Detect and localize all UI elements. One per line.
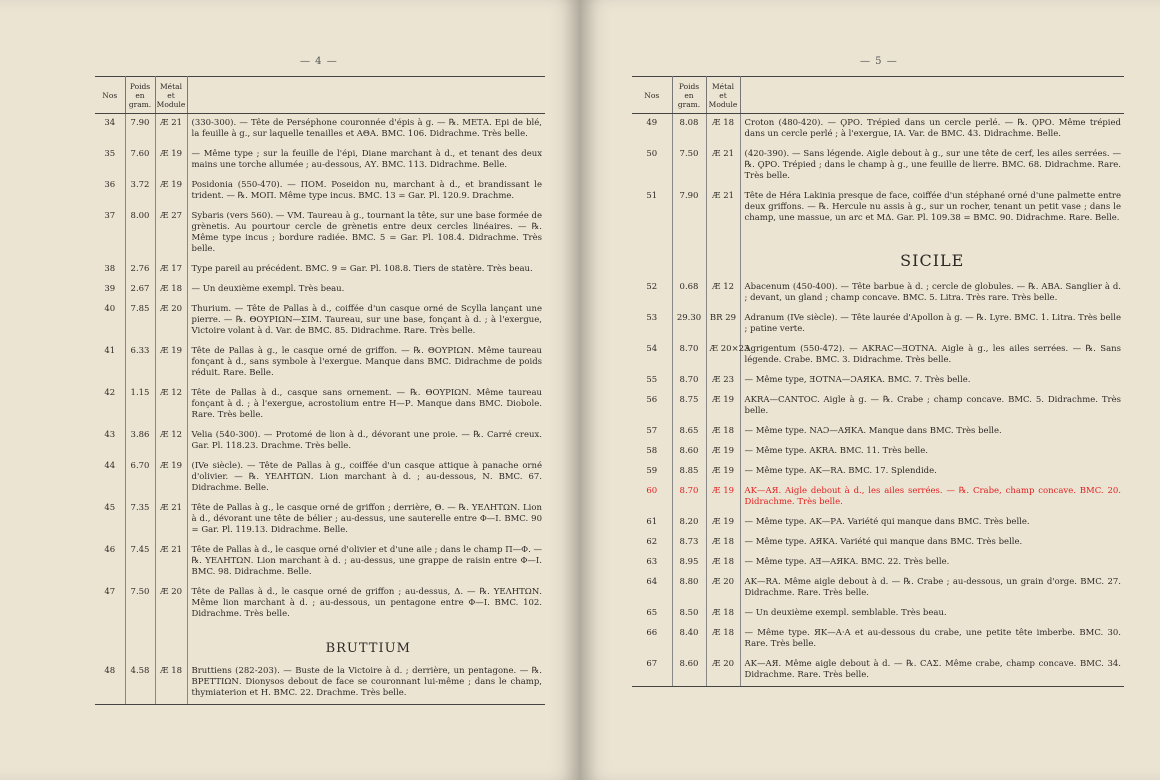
table-row — [632, 309, 1124, 340]
table-row — [632, 187, 1124, 229]
item-number: 36 — [95, 176, 125, 207]
item-number: 55 — [632, 371, 672, 391]
item-number: 64 — [632, 573, 672, 604]
item-number: 47 — [95, 583, 125, 625]
item-description: Thurium. — Tête de Pallas à d., coiffée d'un casque orné de Scylla lançant une pierre. — ℞. ΘΟΥΡΙΩΝ—ΣΙΜ. Taureau, sur une base, fonçant à d. ; à l'exergue, Victoire volant à d. Var. de BMC. 85. Didrachme. Rare. Très belle. — [191, 304, 542, 336]
item-weight: 8.20 — [672, 513, 706, 533]
item-description: Croton (480-420). — ϘΡΟ. Trépied dans un cercle perlé. — ℞. ϘΡΟ. Même trépied dans un cercle perlé ; à l'exergue, ΙΑ. Var. de BMC. 43. Didrachme. Belle. — [744, 118, 1121, 139]
section-heading: BRUTTIUM — [325, 641, 411, 656]
empty-cell — [125, 625, 155, 662]
item-metal-module: Æ 18 — [706, 604, 740, 624]
item-description: (330-300). — Tête de Perséphone couronnée d'épis à g. — ℞. ΜΕΤΑ. Epi de blé, la feuille à g., sur laquelle tenailles et ΑΘΑ. BMC. 106. Didrachme. Très belle. — [191, 118, 542, 139]
item-number: 59 — [632, 462, 672, 482]
item-description: — Même type ; sur la feuille de l'épi, Diane marchant à d., et tenant des deux mains une torche allumée ; au-dessous, ΑΥ. BMC. 113. Didrachme. Belle. — [191, 149, 542, 170]
item-metal-module: Æ 18 — [155, 662, 187, 705]
item-number: 40 — [95, 300, 125, 342]
table-row — [632, 513, 1124, 533]
item-weight: 7.60 — [125, 145, 155, 176]
table-row — [632, 371, 1124, 391]
item-number: 56 — [632, 391, 672, 422]
table-row — [632, 553, 1124, 573]
column-header — [740, 77, 1124, 114]
table-body — [632, 114, 1124, 687]
item-metal-module: Æ 12 — [155, 384, 187, 426]
item-metal-module: Æ 21 — [706, 187, 740, 229]
item-description: Type pareil au précédent. BMC. 9 = Gar. Pl. 108.8. Tiers de statère. Très beau. — [191, 264, 533, 274]
item-weight: 2.67 — [125, 280, 155, 300]
item-metal-module: Æ 12 — [706, 278, 740, 309]
item-number: 37 — [95, 207, 125, 260]
empty-cell — [155, 625, 187, 662]
table-row — [95, 114, 545, 146]
item-description: — Un deuxième exempl. Très beau. — [191, 284, 345, 294]
item-weight: 8.60 — [672, 655, 706, 687]
item-number: 52 — [632, 278, 672, 309]
item-metal-module: Æ 19 — [706, 442, 740, 462]
item-metal-module: BR 29 — [706, 309, 740, 340]
table-row — [95, 280, 545, 300]
item-number: 60 — [632, 482, 672, 513]
table-row — [95, 384, 545, 426]
section-heading-row — [95, 625, 545, 662]
item-description: ΑΚ—ΑЯ. Même aigle debout à d. — ℞. CΑΣ. Même crabe, champ concave. BMC. 34. Didrachme. Rare. Très belle. — [740, 655, 1124, 687]
right-page — [580, 0, 1160, 780]
table-row — [95, 300, 545, 342]
item-number: 48 — [95, 662, 125, 705]
item-number: 53 — [632, 309, 672, 340]
item-number: 42 — [95, 384, 125, 426]
item-weight: 8.95 — [672, 553, 706, 573]
item-metal-module: Æ 18 — [706, 624, 740, 655]
item-description: — Même type. ΝΑƆ—ΑЯΚΑ. Manque dans BMC. Très belle. — [744, 426, 1002, 436]
item-metal-module: Æ 18 — [155, 280, 187, 300]
column-header — [187, 77, 545, 114]
item-metal-module: Æ 21 — [155, 499, 187, 541]
item-metal-module: Æ 18 — [706, 533, 740, 553]
item-metal-module: Æ 20 — [155, 300, 187, 342]
item-number: 46 — [95, 541, 125, 583]
page-number: — 5 — — [860, 56, 898, 67]
item-description: ΑΚRΑ—CΑΝΤΟC. Aigle à g. — ℞. Crabe ; champ concave. BMC. 5. Didrachme. Très belle. — [744, 395, 1121, 416]
item-description: Tête de Pallas à d., casque sans ornement. — ℞. ΘΟΥΡΙΩΝ. Même taureau fonçant à d. ; à l'exergue, acrostolium entre Η—Ρ. Manque dans BMC. Diobole. Rare. Très belle. — [191, 388, 542, 420]
item-metal-module: Æ 23 — [706, 371, 740, 391]
item-weight: 29.30 — [672, 309, 706, 340]
item-description: Tête de Pallas à g., le casque orné de griffon ; derrière, Θ. — ℞. ΥΕΛΗΤΩΝ. Lion à d., dévorant une tête de bélier ; au-dessus, une sauterelle entre Φ—Ι. BMC. 90 = Gar. Pl. 119.13. Didrachme. Belle. — [191, 503, 542, 535]
item-weight: 4.58 — [125, 662, 155, 705]
table-row — [632, 278, 1124, 309]
item-weight: 7.50 — [672, 145, 706, 187]
item-number: 45 — [95, 499, 125, 541]
item-metal-module: Æ 19 — [706, 391, 740, 422]
item-number: 62 — [632, 533, 672, 553]
item-metal-module: Æ 18 — [706, 422, 740, 442]
item-metal-module: Æ 18 — [706, 553, 740, 573]
item-number: 51 — [632, 187, 672, 229]
item-description: — Même type. ΑЯΚΑ. Variété qui manque dans BMC. Très belle. — [744, 537, 1023, 547]
table-row — [632, 655, 1124, 687]
table-row — [632, 533, 1124, 553]
item-weight: 8.73 — [672, 533, 706, 553]
catalogue-table — [95, 76, 545, 705]
item-weight: 3.72 — [125, 176, 155, 207]
item-description: — Même type. ΑƎ—ΑЯΚΑ. BMC. 22. Très belle. — [744, 557, 950, 567]
item-weight: 8.00 — [125, 207, 155, 260]
item-weight: 8.70 — [672, 482, 706, 513]
item-metal-module: Æ 20 — [155, 583, 187, 625]
item-weight: 0.68 — [672, 278, 706, 309]
empty-cell — [632, 229, 672, 278]
item-metal-module: Æ 21 — [155, 541, 187, 583]
item-weight: 3.86 — [125, 426, 155, 457]
item-metal-module: Æ 19 — [155, 176, 187, 207]
item-description: Bruttiens (282-203). — Buste de la Victoire à d. ; derrière, un pentagone. — ℞. ΒΡΕΤΤΙΩΝ. Dionysos debout de face se couronnant lui-même ; dans le champ, thymiaterion et Η. BMC. 22. Drachme. Très belle. — [187, 662, 545, 705]
item-number: 38 — [95, 260, 125, 280]
item-metal-module: Æ 19 — [155, 457, 187, 499]
section-heading-row — [632, 229, 1124, 278]
item-number: 39 — [95, 280, 125, 300]
table-row — [632, 573, 1124, 604]
table-row — [632, 482, 1124, 513]
item-number: 35 — [95, 145, 125, 176]
item-weight: 7.35 — [125, 499, 155, 541]
item-number: 34 — [95, 114, 125, 146]
item-description: — Un deuxième exempl. semblable. Très beau. — [744, 608, 947, 618]
table-row — [95, 662, 545, 705]
table-row — [632, 114, 1124, 146]
empty-cell — [706, 229, 740, 278]
item-metal-module: Æ 18 — [706, 114, 740, 146]
table-row — [95, 260, 545, 280]
item-weight: 8.80 — [672, 573, 706, 604]
item-weight: 6.33 — [125, 342, 155, 384]
item-weight: 1.15 — [125, 384, 155, 426]
item-number: 63 — [632, 553, 672, 573]
table-row — [632, 391, 1124, 422]
table-header — [632, 77, 1124, 114]
item-description: Tête de Héra Lakinia presque de face, coiffée d'un stéphané orné d'une palmette entre deux griffons. — ℞. Hercule nu assis à g., sur un rocher, tenant un petit vase ; dans le champ, une massue, un arc et ΜΔ. Gar. Pl. 109.38 = BMC. 90. Didrachme. Rare. Belle. — [744, 191, 1121, 223]
item-number: 65 — [632, 604, 672, 624]
item-weight: 8.60 — [672, 442, 706, 462]
item-weight: 7.45 — [125, 541, 155, 583]
item-metal-module: Æ 12 — [155, 426, 187, 457]
item-description: — Même type. ΑΚRΑ. BMC. 11. Très belle. — [744, 446, 928, 456]
table-row — [632, 145, 1124, 187]
item-number: 67 — [632, 655, 672, 687]
item-metal-module: Æ 19 — [155, 145, 187, 176]
table-row — [95, 426, 545, 457]
column-header: Métal et Module — [155, 77, 187, 114]
item-weight: 8.75 — [672, 391, 706, 422]
item-metal-module: Æ 20 — [706, 573, 740, 604]
item-description: ΑΚ—RΑ. Même aigle debout à d. — ℞. Crabe ; au-dessous, un grain d'orge. BMC. 27. Didrachme. Rare. Très belle. — [744, 577, 1121, 598]
table-row — [632, 604, 1124, 624]
item-number: 66 — [632, 624, 672, 655]
item-description: Abacenum (450-400). — Tête barbue à d. ; cercle de globules. — ℞. ΑΒΑ. Sanglier à d. ; devant, un gland ; champ concave. BMC. 5. Litra. Très rare. Très belle. — [744, 282, 1121, 303]
table-row — [95, 541, 545, 583]
item-description: Adranum (IVe siècle). — Tête laurée d'Apollon à g. — ℞. Lyre. BMC. 1. Litra. Très belle ; patine verte. — [744, 313, 1121, 334]
item-weight: 2.76 — [125, 260, 155, 280]
item-metal-module: Æ 20 — [706, 655, 740, 687]
catalogue-table — [632, 76, 1124, 687]
item-description: ΑΚ—ΑЯ. Aigle debout à d., les ailes serrées. — ℞. Crabe, champ concave. BMC. 20. Didrachme. Très belle. — [744, 486, 1121, 507]
item-description: Sybaris (vers 560). — VΜ. Taureau à g., tournant la tête, sur une base formée de grènetis. Au pourtour cercle de grènetis entre deux cercles linéaires. — ℞. Même type incus ; bordure radiée. BMC. 5 = Gar. Pl. 108.4. Didrachme. Très belle. — [191, 211, 542, 254]
item-metal-module: Æ 27 — [155, 207, 187, 260]
item-metal-module: Æ 20×23 — [706, 340, 740, 371]
item-number: 50 — [632, 145, 672, 187]
item-metal-module: Æ 19 — [706, 482, 740, 513]
column-header: Métal et Module — [706, 77, 740, 114]
table-row — [632, 462, 1124, 482]
column-header: Nos — [632, 77, 672, 114]
column-header: Nos — [95, 77, 125, 114]
item-description: (IVe siècle). — Tête de Pallas à g., coiffée d'un casque attique à panache orné d'olivier. — ℞. ΥΕΛΗΤΩΝ. Lion marchant à d. ; au-dessous, Ν. BMC. 67. Didrachme. Belle. — [191, 461, 542, 493]
item-weight: 8.08 — [672, 114, 706, 146]
table-header — [95, 77, 545, 114]
item-weight: 8.50 — [672, 604, 706, 624]
table-row — [95, 145, 545, 176]
table-row — [632, 442, 1124, 462]
table-row — [95, 457, 545, 499]
item-description: Tête de Pallas à d., le casque orné d'olivier et d'une aile ; dans le champ Π—Φ. — ℞. ΥΕΛΗΤΩΝ. Lion marchant à d. ; au-dessus, une grappe de raisin entre Φ—Ι. BMC. 98. Didrachme. Belle. — [191, 545, 542, 577]
item-weight: 8.70 — [672, 371, 706, 391]
item-number: 44 — [95, 457, 125, 499]
item-metal-module: Æ 19 — [155, 342, 187, 384]
table-row — [95, 207, 545, 260]
item-description: Tête de Pallas à g., le casque orné de griffon. — ℞. ΘΟΥΡΙΩΝ. Même taureau fonçant à d., sans symbole à l'exergue. Manque dans BMC. Didrachme de poids réduit. Rare. Belle. — [191, 346, 542, 378]
table-row — [95, 176, 545, 207]
table-row — [95, 499, 545, 541]
item-number: 57 — [632, 422, 672, 442]
item-number: 49 — [632, 114, 672, 146]
table-row — [632, 624, 1124, 655]
item-description: (420-390). — Sans légende. Aigle debout à g., sur une tête de cerf, les ailes serrées. — ℞. ϘΡΟ. Trépied ; dans le champ à g., une feuille de lierre. BMC. 68. Didrachme. Rare. Très belle. — [744, 149, 1121, 181]
table-row — [95, 583, 545, 625]
item-description: Velia (540-300). — Protomé de lion à d., dévorant une proie. — ℞. Carré creux. Gar. Pl. 118.23. Drachme. Très belle. — [191, 430, 542, 451]
item-weight: 7.85 — [125, 300, 155, 342]
item-metal-module: Æ 19 — [706, 513, 740, 533]
item-number: 54 — [632, 340, 672, 371]
item-metal-module: Æ 21 — [155, 114, 187, 146]
item-weight: 8.85 — [672, 462, 706, 482]
item-number: 43 — [95, 426, 125, 457]
item-description: Agrigentum (550-472). — ΑΚRΑC—ƎΟΤΝΑ. Aigle à g., les ailes serrées. — ℞. Sans légende. Crabe. BMC. 3. Didrachme. Très belle. — [744, 344, 1121, 365]
item-weight: 7.50 — [125, 583, 155, 625]
item-description: Tête de Pallas à d., le casque orné de griffon ; au-dessus, Δ. — ℞. ΥΕΛΗΤΩΝ. Même lion marchant à d. ; au-dessous, un pentagone entre Φ—Ι. BMC. 102. Didrachme. Très belle. — [191, 587, 542, 619]
item-weight: 8.40 — [672, 624, 706, 655]
item-metal-module: Æ 21 — [706, 145, 740, 187]
section-heading: SICILE — [900, 251, 965, 270]
item-description: — Même type. ЯΚ—Α·Α et au-dessous du crabe, une petite tête imberbe. BMC. 30. Rare. Très belle. — [744, 628, 1121, 649]
item-description: — Même type, ƎΟΤΝΑ—ƆΑЯΚΑ. BMC. 7. Très belle. — [744, 375, 971, 385]
item-weight: 7.90 — [125, 114, 155, 146]
item-number: 61 — [632, 513, 672, 533]
table-row — [632, 340, 1124, 371]
item-weight: 8.70 — [672, 340, 706, 371]
item-number: 58 — [632, 442, 672, 462]
table-row — [632, 422, 1124, 442]
item-description: — Même type. ΑΚ—RΑ. BMC. 17. Splendide. — [744, 466, 937, 476]
empty-cell — [672, 229, 706, 278]
column-header: Poids en gram. — [672, 77, 706, 114]
column-header: Poids en gram. — [125, 77, 155, 114]
item-weight: 7.90 — [672, 187, 706, 229]
item-description: — Même type. ΑΚ—ΡΑ. Variété qui manque dans BMC. Très belle. — [744, 517, 1030, 527]
item-number: 41 — [95, 342, 125, 384]
item-description: Posidonia (550-470). — ΠΟΜ. Poseidon nu, marchant à d., et brandissant le trident. — ℞. ΜΟΠ. Même type incus. BMC. 13 = Gar. Pl. 120.9. Drachme. — [191, 180, 542, 201]
item-weight: 6.70 — [125, 457, 155, 499]
table-body — [95, 114, 545, 705]
page-number: — 4 — — [300, 56, 338, 67]
item-metal-module: Æ 17 — [155, 260, 187, 280]
item-metal-module: Æ 19 — [706, 462, 740, 482]
item-weight: 8.65 — [672, 422, 706, 442]
empty-cell — [95, 625, 125, 662]
table-row — [95, 342, 545, 384]
